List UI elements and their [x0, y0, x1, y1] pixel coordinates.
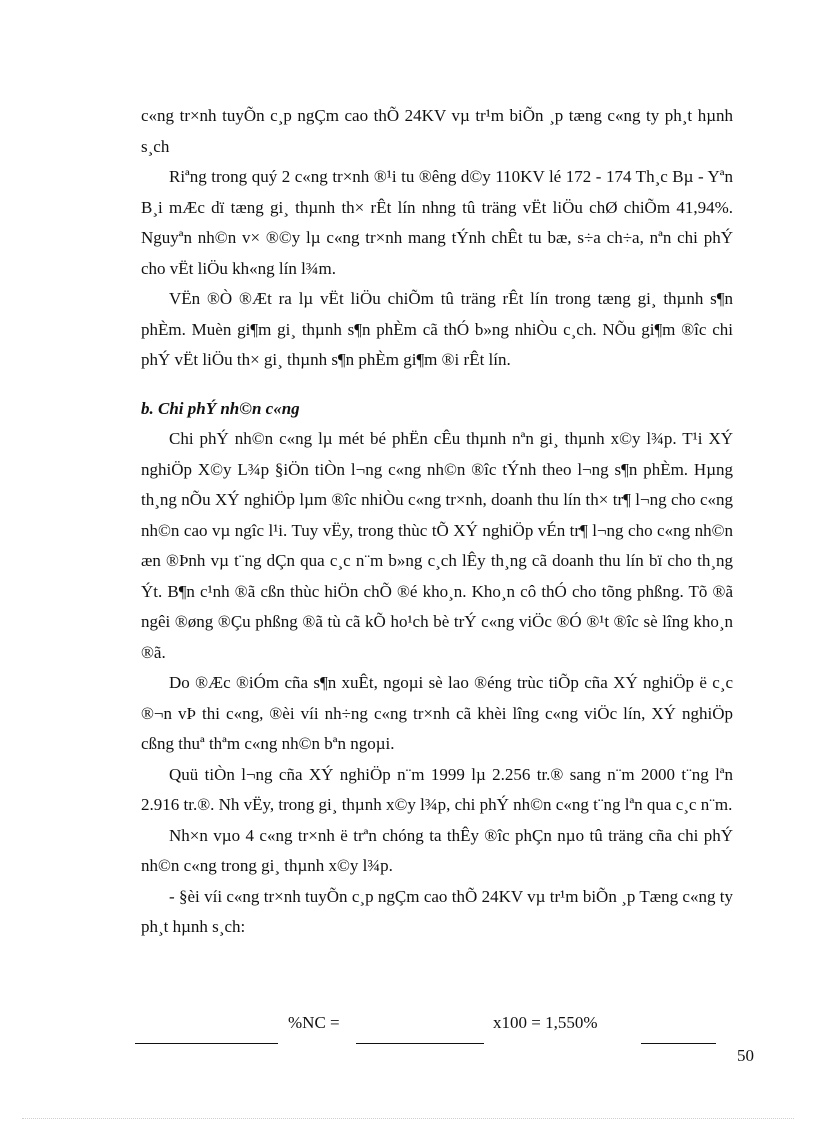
paragraph: - §èi víi c«ng tr×nh tuyÕn c¸p ngÇm cao thÕ 24KV vµ tr¹m biÕn ¸p Tæng c«ng ty ph¸t hµnh s¸ch:	[141, 886, 733, 936]
body-text	[141, 101, 733, 943]
page-number: 50	[737, 1046, 754, 1065]
paragraph: Nh×n vµo 4 c«ng tr×nh ë trªn chóng ta thÊy ®îc phÇn nµo tû träng cña chi phÝ nh©n c«ng trong gi¸ thµnh x©y l¾p.	[141, 825, 733, 875]
paragraph: Riªng trong quý 2 c«ng tr×nh ®¹i tu ®êng d©y 110KV lé 172 - 174 Th¸c Bµ - Yªn B¸i mÆc dï tæng gi¸ thµnh th× rÊt lín nhng tû träng vËt liÖu chØ chiÕm 41,94%. Nguyªn nh©n v× ®©y lµ c«ng tr×nh mang tÝnh chÊt tu bæ, s÷a ch÷a, nªn chi phÝ cho vËt liÖu kh«ng lín l¾m.	[141, 167, 733, 278]
page-bottom-border	[22, 1118, 794, 1119]
paragraph: VËn ®Ò ®Æt ra lµ vËt liÖu chiÕm tû träng rÊt lín trong tæng gi¸ thµnh s¶n phÈm. Muèn gi¶m gi¸ thµnh s¶n phÈm cã thÓ b»ng nhiÒu c¸ch. NÕu gi¶m ®îc chi phÝ vËt liÖu th× gi¸ thµnh s¶n phÈm gi¶m ®i rÊt lín.	[141, 289, 733, 369]
paragraph: Chi phÝ nh©n c«ng lµ mét bé phËn cÊu thµnh nªn gi¸ thµnh x©y l¾p. T¹i XÝ nghiÖp X©y L¾p §iÖn tiÒn l¬ng c«ng nh©n ®îc tÝnh theo l¬ng s¶n phÈm. Hµng th¸ng nÕu XÝ nghiÖp lµm ®îc nhiÒu c«ng tr×nh, doanh thu lín th× tr¶ l¬ng cho c«ng nh©n cao vµ ngîc l¹i. Tuy vËy, trong thùc tÕ XÝ nghiÖp vÉn tr¶ l¬ng cho c«ng nh©n æn ®Þnh vµ t¨ng dÇn qua c¸c n¨m b»ng c¸ch lÊy th¸ng cã doanh thu lín bï cho th¸ng Ýt. B¶n c¹nh ®ã cßn thùc hiÖn chÕ ®é kho¸n. Kho¸n cô thÓ cho tõng phßng. Tõ ®ã ngêi ®øng ®Çu phßng ®ã tù cã kÕ ho¹ch bè trÝ c«ng viÖc ®Ó ®¹t ®îc sè lîng kho¸n ®ã.	[141, 429, 733, 662]
section-heading: b. Chi phÝ nh©n c«ng	[141, 398, 300, 418]
formula-line	[0, 1013, 816, 1053]
fraction-rule-left	[135, 1043, 278, 1044]
formula-rhs: x100 = 1,550%	[493, 1013, 598, 1032]
fraction-rule-right	[641, 1043, 716, 1044]
paragraph: Do ®Æc ®iÓm cña s¶n xuÊt, ngoµi sè lao ®éng trùc tiÕp cña XÝ nghiÖp ë c¸c ®¬n vÞ thi c«ng, ®èi víi nh÷ng c«ng tr×nh cã khèi lîng c«ng viÖc lín, XÝ nghiÖp cßng thuª thªm c«ng nh©n bªn ngoµi.	[141, 673, 733, 753]
formula-lhs: %NC =	[288, 1013, 340, 1032]
paragraph: Quü tiÒn l¬ng cña XÝ nghiÖp n¨m 1999 lµ 2.256 tr.® sang n¨m 2000 t¨ng lªn 2.916 tr.®. Nh vËy, trong gi¸ thµnh x©y l¾p, chi phÝ nh©n c«ng t¨ng lªn qua c¸c n¨m.	[141, 764, 733, 814]
spacer	[141, 376, 733, 394]
fraction-rule-middle	[356, 1043, 484, 1044]
paragraph-continuation: c«ng tr×nh tuyÕn c¸p ngÇm cao thÕ 24KV vµ tr¹m biÕn ¸p tæng c«ng ty ph¸t hµnh s¸ch	[141, 106, 733, 156]
